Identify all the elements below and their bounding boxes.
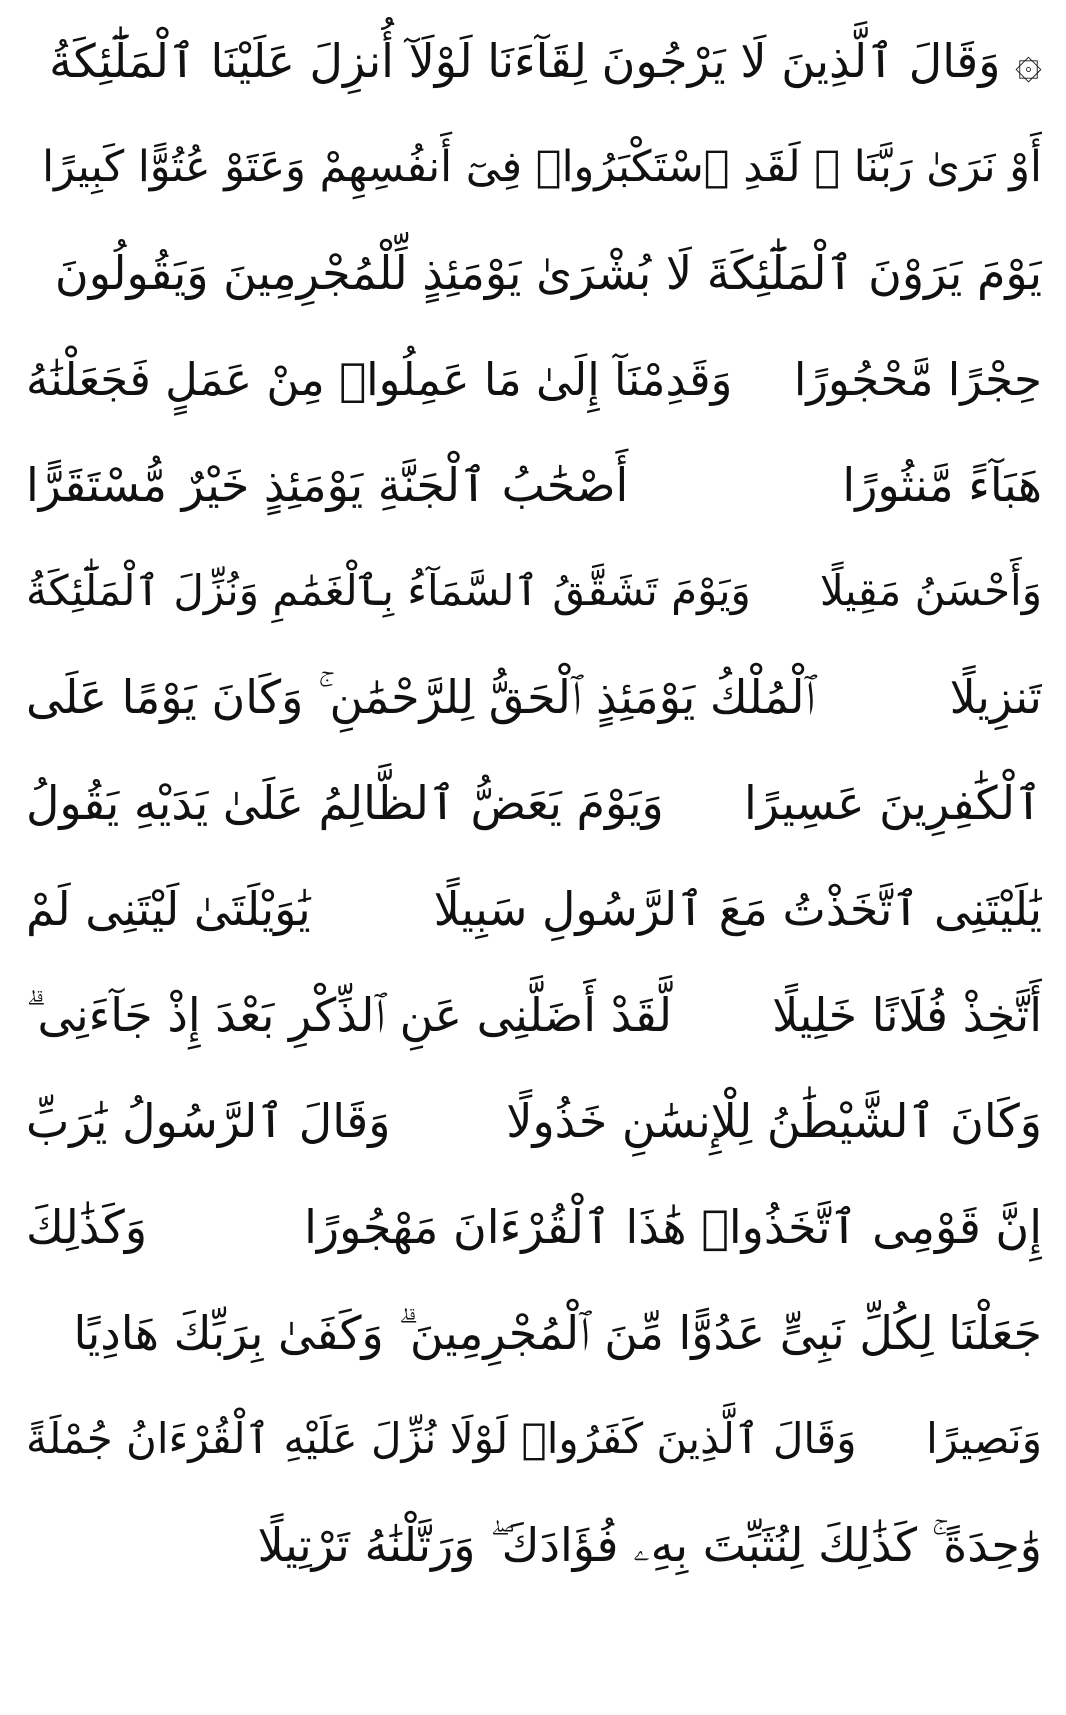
line-9-text-right: يَٰلَيْتَنِى ٱتَّخَذْتُ مَعَ ٱلرَّسُولِ سَبِيلًا xyxy=(433,882,1042,936)
text-line-8 xyxy=(26,750,1042,856)
text-line-14 xyxy=(26,1386,1042,1492)
line-1-text: ۞ وَقَالَ ٱلَّذِينَ لَا يَرْجُونَ لِقَآءَنَا لَوْلَآ أُنزِلَ عَلَيْنَا ٱلْمَلَٰٓئِكَةُ xyxy=(49,34,1042,88)
text-line-15 xyxy=(26,1492,1042,1598)
line-11-text-right: وَكَانَ ٱلشَّيْطَٰنُ لِلْإِنسَٰنِ خَذُولًا xyxy=(506,1094,1042,1148)
line-14-text-left: وَقَالَ ٱلَّذِينَ كَفَرُوا۟ لَوْلَا نُزِّلَ عَلَيْهِ ٱلْقُرْءَانُ جُمْلَةً xyxy=(26,1414,857,1463)
line-4-text-left: وَقَدِمْنَآ إِلَىٰ مَا عَمِلُوا۟ مِنْ عَمَلٍ فَجَعَلْنَٰهُ xyxy=(26,352,733,406)
text-line-13 xyxy=(26,1280,1042,1386)
text-line-1 xyxy=(26,8,1042,114)
line-7-text-right: تَنزِيلًا xyxy=(949,670,1042,724)
text-line-6 xyxy=(26,538,1042,644)
line-2-text: أَوْ نَرَىٰ رَبَّنَا ۗ لَقَدِ ٱسْتَكْبَرُوا۟ فِىٓ أَنفُسِهِمْ وَعَتَوْ عُتُوًّا كَبِيرًا xyxy=(42,141,1042,192)
line-8-text-left: وَيَوْمَ يَعَضُّ ٱلظَّالِمُ عَلَىٰ يَدَيْهِ يَقُولُ xyxy=(26,776,664,830)
line-10-text-left: لَّقَدْ أَضَلَّنِى عَنِ ٱلذِّكْرِ بَعْدَ إِذْ جَآءَنِى ۗ xyxy=(26,988,673,1042)
line-10-text-right: أَتَّخِذْ فُلَانًا خَلِيلًا xyxy=(772,988,1042,1042)
line-5-text-right: هَبَآءً مَّنثُورًا xyxy=(842,458,1042,512)
line-6-text-left: وَيَوْمَ تَشَقَّقُ ٱلسَّمَآءُ بِٱلْغَمَٰمِ وَنُزِّلَ ٱلْمَلَٰٓئِكَةُ xyxy=(26,566,751,615)
line-12-text-left: وَكَذَٰلِكَ xyxy=(26,1200,148,1254)
line-5-text-left: أَصْحَٰبُ ٱلْجَنَّةِ يَوْمَئِذٍ خَيْرٌ مُّسْتَقَرًّا xyxy=(26,458,629,512)
text-line-9 xyxy=(26,856,1042,962)
text-line-11 xyxy=(26,1068,1042,1174)
line-15-text: وَٰحِدَةً ۚ كَذَٰلِكَ لِنُثَبِّتَ بِهِۦ فُؤَادَكَ ۖ وَرَتَّلْنَٰهُ تَرْتِيلًا xyxy=(257,1518,1042,1572)
quran-text-block xyxy=(26,8,1042,1598)
text-line-5 xyxy=(26,432,1042,538)
text-line-7 xyxy=(26,644,1042,750)
text-line-12 xyxy=(26,1174,1042,1280)
text-line-10 xyxy=(26,962,1042,1068)
line-6-text-right: وَأَحْسَنُ مَقِيلًا xyxy=(819,566,1042,615)
line-13-text: جَعَلْنَا لِكُلِّ نَبِىٍّ عَدُوًّا مِّنَ ٱلْمُجْرِمِينَ ۗ وَكَفَىٰ بِرَبِّكَ هَادِيًا xyxy=(73,1306,1042,1360)
line-9-text-left: يَٰوَيْلَتَىٰ لَيْتَنِى لَمْ xyxy=(26,882,311,936)
line-4-text-right: حِجْرًا مَّحْجُورًا xyxy=(793,352,1042,406)
line-12-text-right: إِنَّ قَوْمِى ٱتَّخَذُوا۟ هَٰذَا ٱلْقُرْءَانَ مَهْجُورًا xyxy=(304,1200,1042,1254)
line-8-text-right: ٱلْكَٰفِرِينَ عَسِيرًا xyxy=(744,776,1042,830)
line-11-text-left: وَقَالَ ٱلرَّسُولُ يَٰرَبِّ xyxy=(26,1094,391,1148)
line-3-text: يَوْمَ يَرَوْنَ ٱلْمَلَٰٓئِكَةَ لَا بُشْرَىٰ يَوْمَئِذٍ لِّلْمُجْرِمِينَ وَيَقُولُونَ xyxy=(54,246,1042,300)
text-line-4 xyxy=(26,326,1042,432)
text-line-3 xyxy=(26,220,1042,326)
line-14-text-right: وَنَصِيرًا xyxy=(926,1414,1042,1463)
line-7-text-left: ٱلْمُلْكُ يَوْمَئِذٍ ٱلْحَقُّ لِلرَّحْمَٰنِ ۚ وَكَانَ يَوْمًا عَلَى xyxy=(26,670,816,724)
text-line-2 xyxy=(26,114,1042,220)
